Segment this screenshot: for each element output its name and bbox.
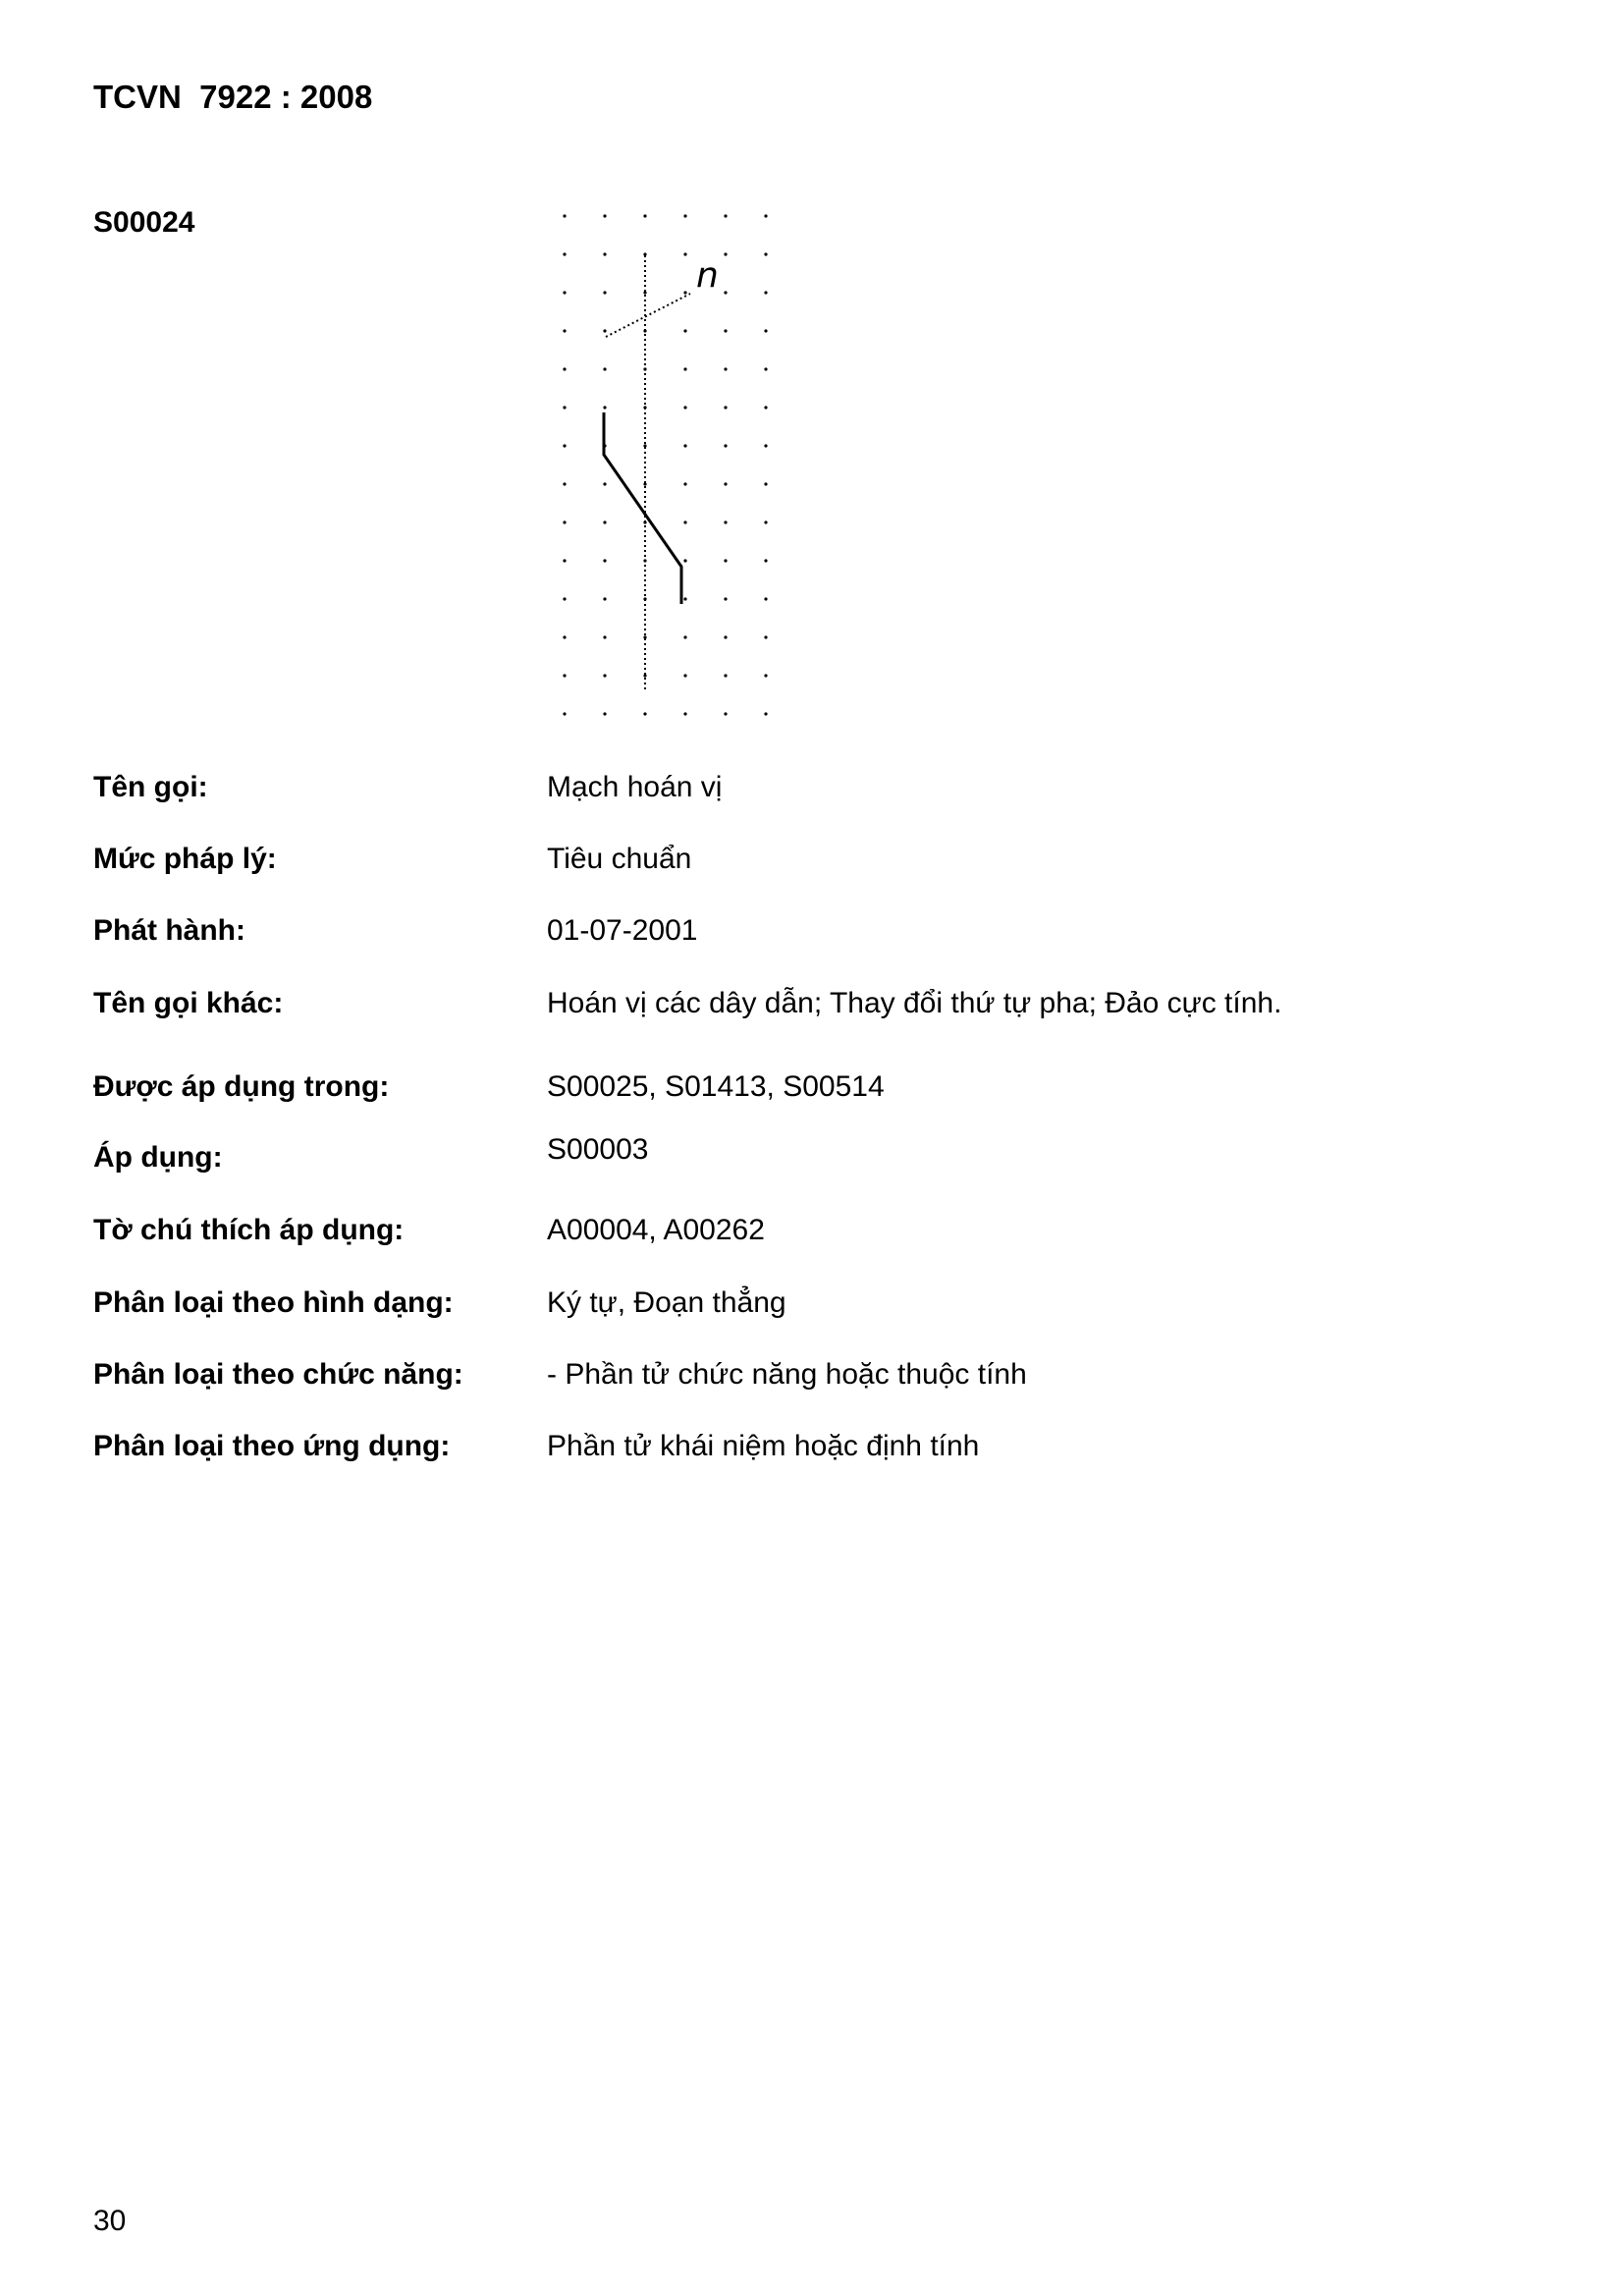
grid-dot	[724, 482, 727, 485]
grid-dot	[683, 559, 686, 562]
symbol-glyph: n	[696, 255, 719, 296]
grid-dot	[724, 674, 727, 677]
grid-dot	[603, 214, 606, 217]
dotted-diagonal-line	[606, 294, 690, 337]
grid-dot	[683, 252, 686, 255]
grid-dot	[764, 367, 767, 370]
field-value: Mạch hoán vị	[547, 771, 723, 803]
field-label: Phân loại theo hình dạng:	[93, 1286, 454, 1319]
grid-dot	[724, 444, 727, 447]
field-label: Áp dụng:	[93, 1141, 223, 1174]
grid-dot	[603, 406, 606, 409]
grid-dot	[724, 329, 727, 332]
grid-dot	[563, 367, 566, 370]
grid-dot	[603, 252, 606, 255]
grid-dot	[603, 520, 606, 523]
field-value: S00003	[547, 1133, 649, 1166]
grid-dot	[764, 329, 767, 332]
grid-dot	[603, 291, 606, 294]
grid-dot	[683, 674, 686, 677]
field-value: Phần tử khái niệm hoặc định tính	[547, 1430, 980, 1462]
grid-dot	[724, 252, 727, 255]
field-value: S00025, S01413, S00514	[547, 1070, 885, 1103]
grid-dot	[603, 597, 606, 600]
grid-dot	[764, 712, 767, 715]
grid-dot	[764, 520, 767, 523]
field-row	[93, 771, 1527, 810]
field-label: Được áp dụng trong:	[93, 1070, 390, 1103]
field-row	[93, 914, 1527, 954]
field-row	[93, 987, 1527, 1026]
grid-dot	[603, 367, 606, 370]
field-value: Hoán vị các dây dẫn; Thay đổi thứ tự pha; Đảo cực tính.	[547, 987, 1282, 1019]
grid-dot	[563, 291, 566, 294]
grid-dot	[563, 520, 566, 523]
grid-dot	[764, 482, 767, 485]
grid-dot	[563, 406, 566, 409]
field-value: - Phần tử chức năng hoặc thuộc tính	[547, 1358, 1027, 1391]
grid-dot	[724, 520, 727, 523]
grid-dot	[683, 367, 686, 370]
field-row	[93, 1070, 1527, 1110]
grid-dot	[603, 482, 606, 485]
grid-dot	[563, 597, 566, 600]
field-label: Tên gọi khác:	[93, 987, 284, 1019]
grid-dot	[683, 444, 686, 447]
field-row	[93, 1286, 1527, 1326]
document-header: TCVN 7922 : 2008	[93, 79, 373, 115]
field-label: Tờ chú thích áp dụng:	[93, 1214, 405, 1246]
field-row	[93, 1358, 1527, 1397]
grid-dot	[683, 597, 686, 600]
grid-dot	[724, 214, 727, 217]
grid-dot	[764, 406, 767, 409]
grid-dot	[724, 559, 727, 562]
grid-dot	[683, 291, 686, 294]
field-row	[93, 843, 1527, 882]
grid-dot	[683, 214, 686, 217]
grid-dot	[683, 329, 686, 332]
grid-dot	[724, 712, 727, 715]
transposition-line	[604, 412, 681, 604]
grid-dot	[563, 482, 566, 485]
grid-dot	[563, 559, 566, 562]
field-value: Ký tự, Đoạn thẳng	[547, 1286, 786, 1319]
page-number: 30	[93, 2205, 127, 2237]
grid-dot	[724, 635, 727, 638]
field-row	[93, 1133, 1527, 1180]
grid-dot	[683, 712, 686, 715]
grid-dot	[683, 635, 686, 638]
grid-dot	[724, 597, 727, 600]
grid-dot	[563, 444, 566, 447]
symbol-code: S00024	[93, 206, 195, 239]
grid-dot	[764, 444, 767, 447]
grid-dot	[603, 635, 606, 638]
transposition-symbol-figure	[545, 201, 781, 741]
grid-dot	[563, 712, 566, 715]
grid-dot	[563, 674, 566, 677]
grid-dots	[563, 214, 767, 715]
field-label: Tên gọi:	[93, 771, 208, 803]
grid-dot	[764, 252, 767, 255]
grid-dot	[563, 214, 566, 217]
grid-dot	[724, 367, 727, 370]
grid-dot	[603, 329, 606, 332]
field-row	[93, 1214, 1527, 1253]
grid-dot	[603, 712, 606, 715]
grid-dot	[764, 214, 767, 217]
grid-dot	[683, 406, 686, 409]
field-row	[93, 1430, 1527, 1469]
grid-dot	[603, 559, 606, 562]
grid-dot	[643, 214, 646, 217]
field-label: Phân loại theo chức năng:	[93, 1358, 463, 1391]
grid-dot	[764, 291, 767, 294]
grid-dot	[643, 712, 646, 715]
grid-dot	[603, 674, 606, 677]
field-label: Phát hành:	[93, 914, 245, 947]
field-value: Tiêu chuẩn	[547, 843, 692, 875]
field-label: Phân loại theo ứng dụng:	[93, 1430, 451, 1462]
field-value: A00004, A00262	[547, 1214, 765, 1246]
grid-dot	[563, 252, 566, 255]
grid-dot	[724, 406, 727, 409]
field-value: 01-07-2001	[547, 914, 698, 947]
grid-dot	[683, 520, 686, 523]
grid-dot	[563, 329, 566, 332]
grid-dot	[683, 482, 686, 485]
grid-dot	[764, 635, 767, 638]
grid-dot	[764, 559, 767, 562]
grid-dot	[764, 597, 767, 600]
grid-dot	[724, 291, 727, 294]
field-label: Mức pháp lý:	[93, 843, 277, 875]
grid-dot	[563, 635, 566, 638]
grid-dot	[764, 674, 767, 677]
